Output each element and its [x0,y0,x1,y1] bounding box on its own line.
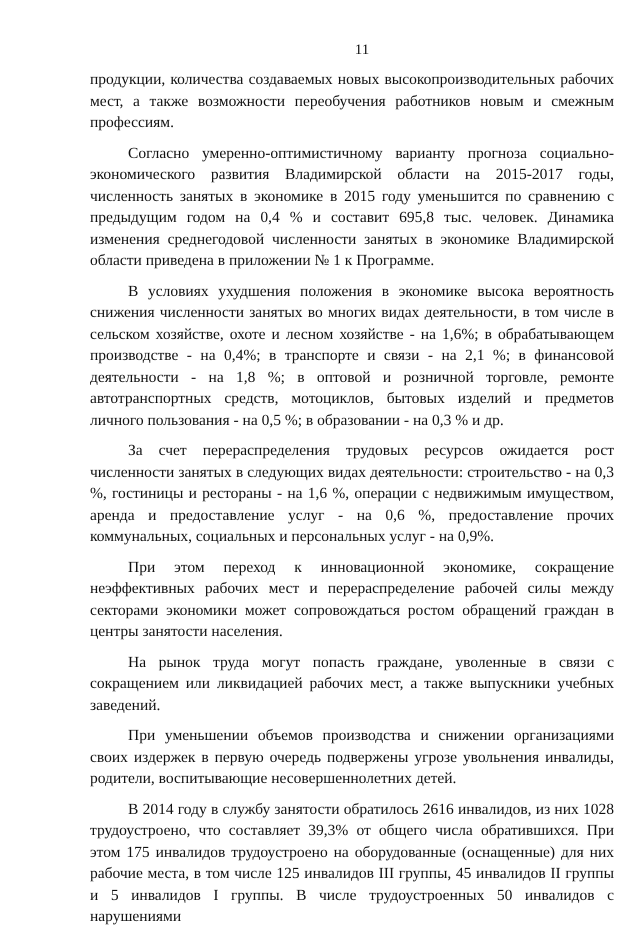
paragraph-employment-growth: За счет перераспределения трудовых ресурсов ожидается рост численности занятых в следующих видах деятельности: строительство - на 0,3 %, гостиницы и рестораны - на 1,6 %, операции с недвижимым имуществом, аренда и предоставление услуг - на 0,6 %, предоставление прочих коммунальных, социальных и персональных услуг - на 0,9%. [90,442,614,545]
paragraph-labor-market: На рынок труда могут попасть граждане, уволенные в связи с сокращением или ликвидацией рабочих мест, а также выпускники учебных заведений. [90,653,614,714]
paragraph-disabled-employment: В 2014 году в службу занятости обратилось 2616 инвалидов, из них 1028 трудоустроено, что составляет 39,3% от общего числа обратившихся. При этом 175 инвалидов трудоустроено на оборудованные (оснащенные) для них рабочие места, в том числе 125 инвалидов III группы, 45 инвалидов II группы и 5 инвалидов I группы. В числе трудоустроенных 50 инвалидов с нарушениями [90,800,614,925]
paragraph-employment-forecast: Согласно умеренно-оптимистичному варианту прогноза социально-экономического развития Владимирской области на 2015-2017 годы, численность занятых в экономике в 2015 году уменьшится по сравнению с предыдущим годом на 0,4 % и составит 695,8 тыс. человек. Динамика изменения среднегодовой численности занятых в экономике Владимирской области приведена в приложении № 1 к Программе. [90,144,614,269]
page-number: 11 [354,42,370,58]
paragraph-innovation-economy: При этом переход к инновационной экономике, сокращение неэффективных рабочих мест и перераспределение рабочей силы между секторами экономики может сопровождаться ростом обращений граждан в центры занятости населения. [90,558,614,640]
paragraph-dismissal-risk: При уменьшении объемов производства и снижении организациями своих издержек в первую очередь подвержены угрозе увольнения инвалиды, родители, воспитывающие несовершеннолетних детей. [90,727,614,787]
paragraph-employment-decline: В условиях ухудшения положения в экономике высока вероятность снижения численности занятых во многих видах деятельности, в том числе в сельском хозяйстве, охоте и лесном хозяйстве - на 1,6%; в обрабатывающем производстве - на 0,4%; в транспорте и связи - на 2,1 %; в финансовой деятельности - на 1,8 %; в оптовой и розничной торговле, ремонте автотранспортных средств, мотоциклов, бытовых изделий и предметов личного пользования - на 0,5 %; в образовании - на 0,3 % и др. [90,282,614,429]
paragraph-continuation: продукции, количества создаваемых новых высокопроизводительных рабочих мест, а также возможности переобучения работников новым и смежным профессиям. [90,71,614,131]
